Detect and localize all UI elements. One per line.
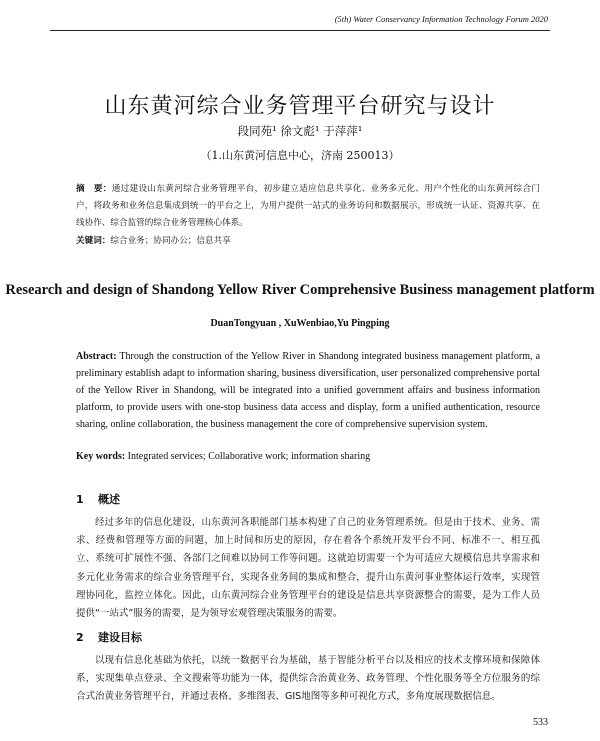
english-title: Research and design of Shandong Yellow River Comprehensive Business management platform: [5, 282, 595, 298]
chinese-abstract: [76, 181, 540, 232]
section-number: 1: [76, 493, 84, 506]
page-number: 533: [533, 717, 548, 728]
english-keywords-text: Integrated services; Collaborative work; information sharing: [127, 451, 371, 462]
chinese-abstract-text: 通过建设山东黄河综合业务管理平台，初步建立适应信息共享化、业务多元化、用户个性化的山东黄河综合门户，将政务和业务信息集成到统一的平台之上，为用户提供一站式的业务访问和数据展示，形成统一认证、资源共享、在线协作、综合监管的综合业务管理核心体系。: [76, 184, 540, 228]
chinese-keywords-label: 关键词：: [76, 236, 111, 246]
english-abstract-label: Abstract:: [76, 351, 117, 362]
chinese-abstract-label: 摘 要：: [76, 184, 112, 194]
chinese-affiliation: （1.山东黄河信息中心，济南 250013）: [200, 149, 400, 162]
section-heading-goals: [76, 629, 142, 645]
section-paragraph-goals: 以现有信息化基础为依托，以统一数据平台为基础，基于智能分析平台以及相应的技术支撑环境和保障体系，实现集单点登录、全文搜索等功能为一体，提供综合治黄业务、政务管理、个性化服务等全方位服务的综合式治黄业务管理平台，并通过表格、多维图表、GIS地图等多种可视化方式，多角度展现数据信息。: [76, 655, 540, 703]
section-title: 建设目标: [98, 631, 142, 644]
section-heading-overview: [76, 491, 120, 507]
chinese-keywords-text: 综合业务；协同办公；信息共享: [110, 236, 231, 246]
section-paragraph-overview: 经过多年的信息化建设，山东黄河各职能部门基本构建了自己的业务管理系统。但是由于技术、业务、需求、经费和管理等方面的问题，加上时间和历史的原因，存在着各个系统开发平台不同、标准不一、相互孤立、系统可扩展性不强、各部门之间难以协同工作等问题。这就迫切需要一个为可适应大规模信息共享需求和多元化业务需求的综合业务管理平台，实现各业务间的集成和整合，提升山东黄河事业整体运行效率，实现管理协同化，监控立体化。因此，山东黄河综合业务管理平台的建设是信息共享资源整合的需要，是为工作人员提供“一站式”服务的需要，是为领导宏观管理决策服务的需要。: [76, 517, 540, 620]
chinese-title: 山东黄河综合业务管理平台研究与设计: [104, 94, 496, 119]
english-keywords-label: Key words:: [76, 451, 126, 462]
english-keywords: [76, 451, 540, 462]
section-title: 概述: [98, 493, 120, 506]
chinese-authors: 段同苑¹ 徐文彪¹ 于萍萍¹: [237, 124, 363, 138]
running-header: (5th) Water Conservancy Information Technology Forum 2020: [334, 14, 548, 24]
header-rule: [50, 30, 550, 31]
english-authors: DuanTongyuan , XuWenbiao,Yu Pingping: [210, 318, 390, 329]
english-abstract-text: Through the construction of the Yellow River in Shandong integrated business management platform, a preliminary establish adapt to information sharing, business diversification, user personalized comprehensive portal of the Yellow River in Shandong, will be integrated into a unified government affairs and business information platform, to provide users with one-stop business data access and display, form a unified authentication, resource sharing, online collaboration, the business management the core of comprehensive supervision system.: [76, 351, 541, 430]
chinese-keywords: [76, 234, 540, 246]
english-abstract: [76, 348, 540, 433]
section-number: 2: [76, 631, 84, 644]
